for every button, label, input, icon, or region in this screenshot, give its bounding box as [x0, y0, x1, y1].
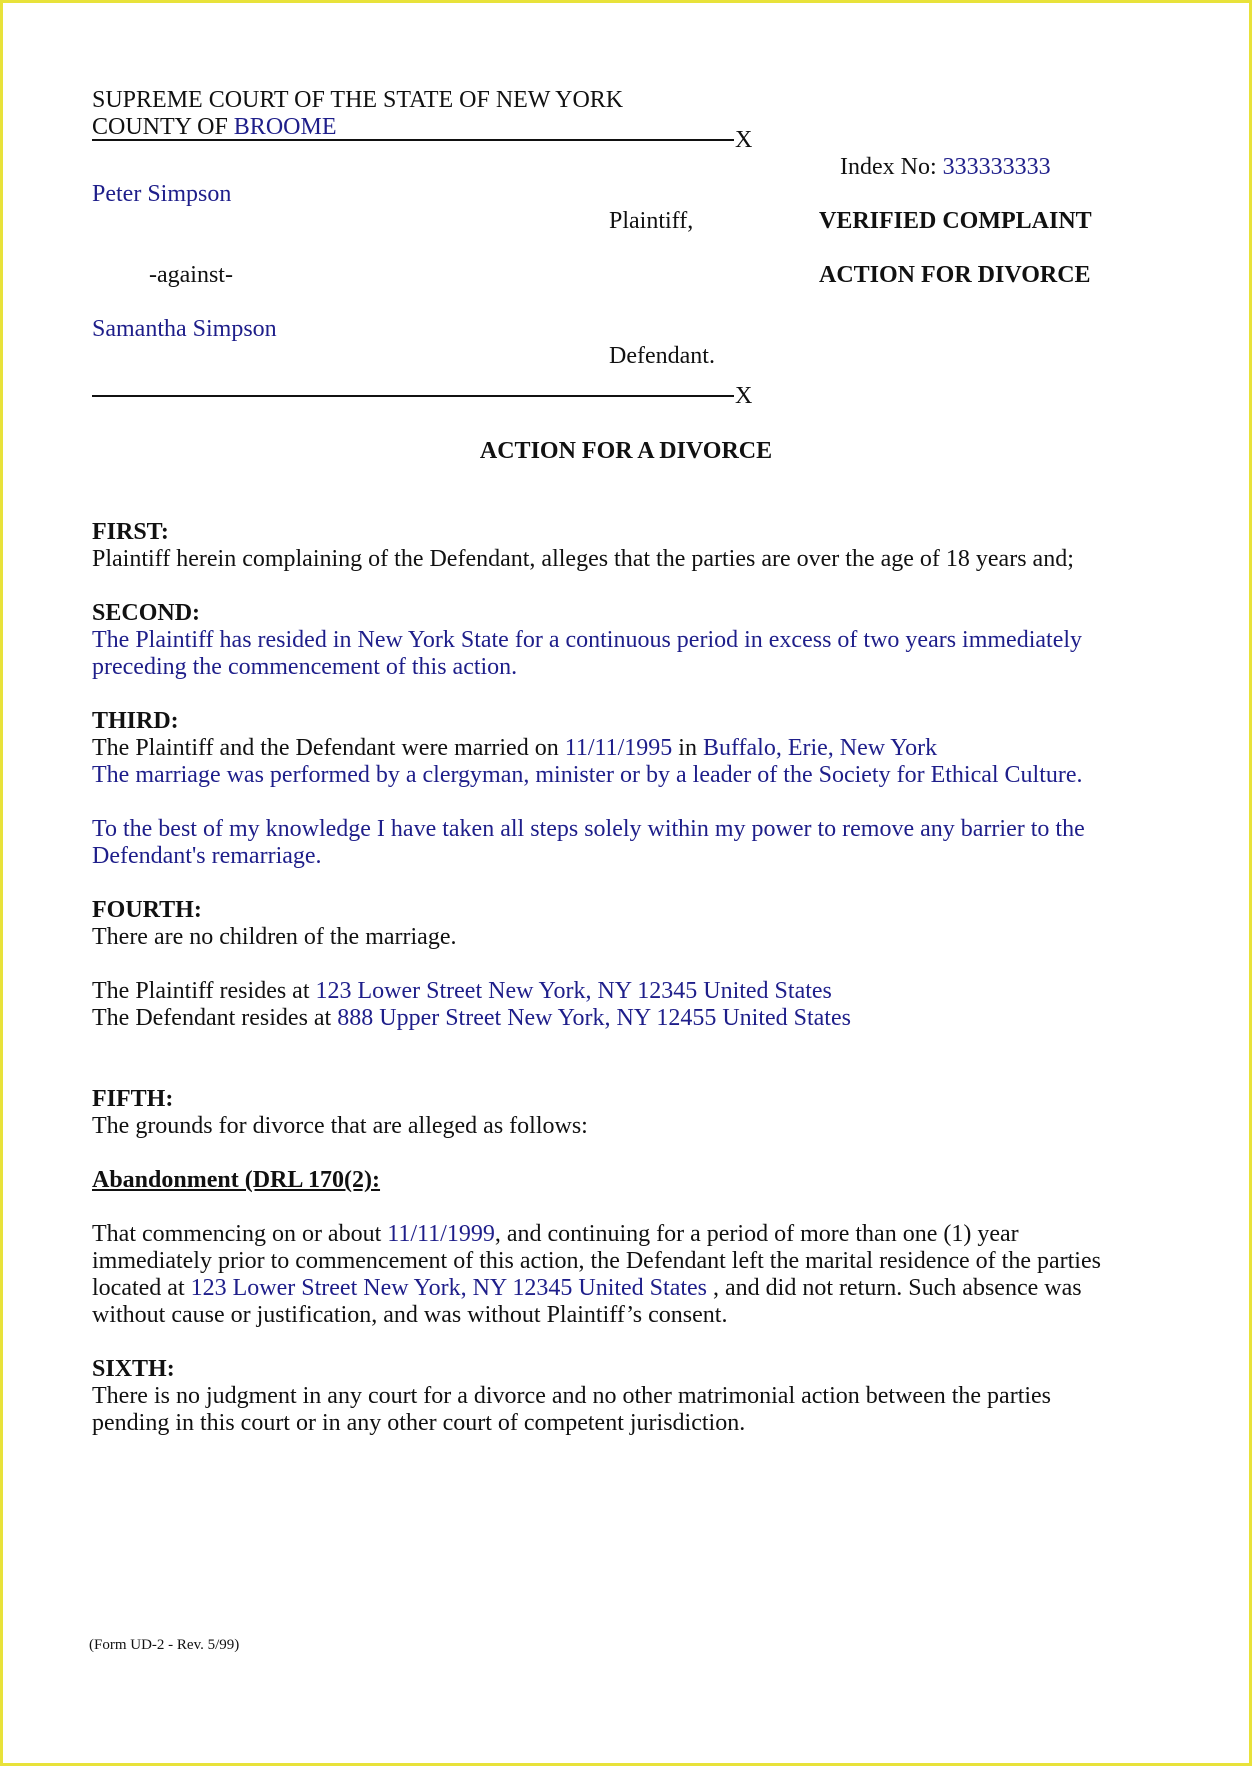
- section-third: [92, 708, 1085, 870]
- caption-x-top: X: [735, 127, 753, 153]
- caption-top-rule: [92, 139, 734, 141]
- abandonment-line-3: [92, 1275, 1101, 1302]
- caption-bottom-rule: [92, 395, 734, 397]
- defendant-residence-line: [92, 1005, 851, 1032]
- court-line: SUPREME COURT OF THE STATE OF NEW YORK: [92, 87, 624, 113]
- plaintiff-name: Peter Simpson: [92, 181, 232, 207]
- abandonment-subheading: [92, 1167, 1101, 1194]
- caption-x-bottom: X: [735, 383, 753, 409]
- abandonment-p1-prefix: That commencing on or about: [92, 1221, 388, 1247]
- married-date: 11/11/1995: [564, 735, 673, 761]
- marital-residence-address: 123 Lower Street New York, NY 12345 United States: [190, 1275, 708, 1301]
- plaintiff-address: 123 Lower Street New York, NY 12345 United States: [315, 978, 832, 1004]
- defendant-name: Samantha Simpson: [92, 316, 277, 342]
- county-name: BROOME: [233, 114, 337, 140]
- abandonment-p1-suffix: , and continuing for a period of more than one (1) year: [494, 1221, 1019, 1247]
- first-label: FIRST:: [92, 519, 169, 545]
- abandonment-p3-prefix: located at: [92, 1275, 191, 1301]
- children-line: There are no children of the marriage.: [92, 924, 457, 950]
- abandonment-line-2: immediately prior to commencement of this action, the Defendant left the marital residence of the parties: [92, 1248, 1101, 1274]
- married-in: in: [672, 735, 703, 761]
- abandonment-line-1: [92, 1221, 1101, 1248]
- against-label: -against-: [149, 262, 233, 288]
- second-label: SECOND:: [92, 600, 201, 626]
- index-number-line: [840, 154, 1051, 181]
- doc-title-verified-complaint: VERIFIED COMPLAINT: [819, 208, 1092, 234]
- index-label: Index No:: [840, 154, 943, 180]
- abandonment-subheading-text: Abandonment (DRL 170(2):: [92, 1167, 381, 1193]
- plaintiff-residence-prefix: The Plaintiff resides at: [92, 978, 316, 1004]
- doc-title-action-for-divorce: ACTION FOR DIVORCE: [819, 262, 1091, 288]
- defendant-role: Defendant.: [609, 343, 715, 369]
- first-text: Plaintiff herein complaining of the Defendant, alleges that the parties are over the age of 18 years and;: [92, 546, 1074, 572]
- spacer: [92, 789, 1085, 816]
- second-line-1: The Plaintiff has resided in New York State for a continuous period in excess of two years immediately: [92, 627, 1083, 653]
- county-line: [92, 114, 336, 141]
- abandonment-date: 11/11/1999: [387, 1221, 495, 1247]
- sixth-label: SIXTH:: [92, 1356, 175, 1382]
- section-first: [92, 519, 1074, 573]
- third-label: THIRD:: [92, 708, 179, 734]
- county-prefix: COUNTY OF: [92, 114, 234, 140]
- fourth-label: FOURTH:: [92, 897, 202, 923]
- section-fourth: [92, 897, 851, 1032]
- sixth-line-1: There is no judgment in any court for a divorce and no other matrimonial action between the parties: [92, 1383, 1052, 1409]
- grounds-line: The grounds for divorce that are alleged as follows:: [92, 1113, 588, 1139]
- second-line-2: preceding the commencement of this action.: [92, 654, 518, 680]
- third-married-line: [92, 735, 1085, 762]
- married-prefix: The Plaintiff and the Defendant were married on: [92, 735, 565, 761]
- plaintiff-residence-line: [92, 978, 851, 1005]
- fifth-label: FIFTH:: [92, 1086, 174, 1112]
- barrier-line-1: To the best of my knowledge I have taken all steps solely within my power to remove any barrier to the: [92, 816, 1085, 842]
- abandonment-line-4: without cause or justification, and was without Plaintiff’s consent.: [92, 1302, 728, 1328]
- barrier-line-2: Defendant's remarriage.: [92, 843, 322, 869]
- plaintiff-role: Plaintiff,: [609, 208, 694, 234]
- main-heading: ACTION FOR A DIVORCE: [479, 438, 773, 464]
- sixth-line-2: pending in this court or in any other court of competent jurisdiction.: [92, 1410, 746, 1436]
- defendant-address: 888 Upper Street New York, NY 12455 United States: [337, 1005, 851, 1031]
- index-number: 333333333: [942, 154, 1051, 180]
- section-sixth: [92, 1356, 1051, 1437]
- ceremony-line: The marriage was performed by a clergyman, minister or by a leader of the Society for Ethical Culture.: [92, 762, 1083, 788]
- spacer: [92, 1194, 1101, 1221]
- defendant-residence-prefix: The Defendant resides at: [92, 1005, 338, 1031]
- abandonment-p3-suffix: , and did not return. Such absence was: [707, 1275, 1082, 1301]
- section-second: [92, 600, 1082, 681]
- spacer: [92, 1140, 1101, 1167]
- married-place: Buffalo, Erie, New York: [702, 735, 938, 761]
- section-fifth: [92, 1086, 1101, 1329]
- form-footer: (Form UD-2 - Rev. 5/99): [89, 1637, 240, 1653]
- spacer: [92, 951, 851, 978]
